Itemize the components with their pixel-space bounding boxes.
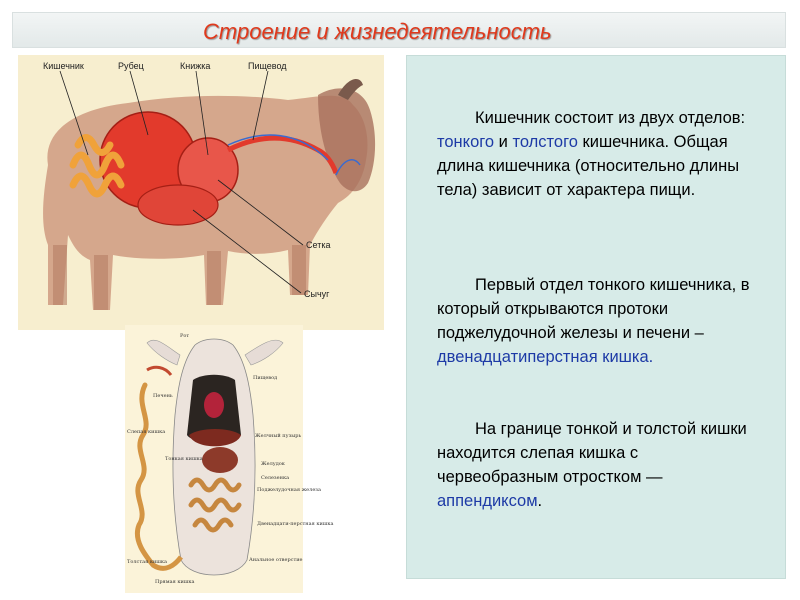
label-abomasum: Сычуг [304,289,330,299]
label-spleen: Селезенка [261,475,290,481]
label-duodenum: Двенадцати-перстная кишка [257,521,334,527]
title-bar [12,12,786,48]
cecum-loops [137,385,153,565]
bison-illustration [18,55,384,330]
label-rumen: Рубец [118,61,144,71]
label-omasum: Книжка [180,61,211,71]
p1-text-end: кишечника. Общая длина кишечника (относительно длины тела) зависит от характера пищи. [437,133,740,199]
label-rectum: Прямая кишка [155,579,195,585]
bison-leg [207,251,221,305]
heart-organ [204,392,224,418]
label-mouth: Рот [180,333,190,339]
label-anus: Анальное отверстие [249,557,303,563]
term-thin: тонкого [437,133,495,151]
p2-text: Первый отдел тонкого кишечника, в который открываются протоки поджелудочной железы и печени – [437,276,750,342]
term-appendix: аппендиксом [437,492,538,510]
abomasum-organ [138,185,218,225]
label-intestine: Кишечник [43,61,84,71]
text-panel [406,55,786,579]
paragraph-2 [437,273,757,369]
rabbit-ear [245,340,283,365]
p1-and: и [494,133,513,151]
p3-text-end: . [537,492,543,510]
label-colon: Толстая кишка [127,559,168,565]
rabbit-diagram [125,325,334,593]
label-pancreas: Поджелудочная железа [257,487,321,493]
label-gallbladder: Желчный пузырь [255,433,302,439]
slide-title: Строение и жизнедеятельность [203,19,552,44]
label-esophagus: Пищевод [248,61,287,71]
bison-leg [53,245,67,305]
label-rabbit-esophagus: Пищевод [253,375,278,381]
rabbit-illustration [125,325,334,593]
paragraph-3 [437,417,757,513]
term-thick: толстого [512,133,578,151]
label-stomach: Желудок [261,461,285,467]
stomach-organ [202,447,238,473]
label-small-intestine: Тонкая кишка [165,456,203,462]
appendix-tip [147,367,171,375]
p3-text: На границе тонкой и толстой кишки находится слепая кишка с червеобразным отростком — [437,420,747,486]
label-cecum: Слепая кишка [127,429,166,435]
label-reticulum: Сетка [306,240,331,250]
term-duodenum: двенадцатиперстная кишка. [437,348,654,366]
label-liver: Печень [153,393,173,399]
bison-diagram [18,55,384,330]
p1-text: Кишечник состоит из двух отделов: [475,109,746,127]
rabbit-ear [147,340,180,365]
paragraph-1 [437,106,757,202]
bison-leg [94,255,108,310]
